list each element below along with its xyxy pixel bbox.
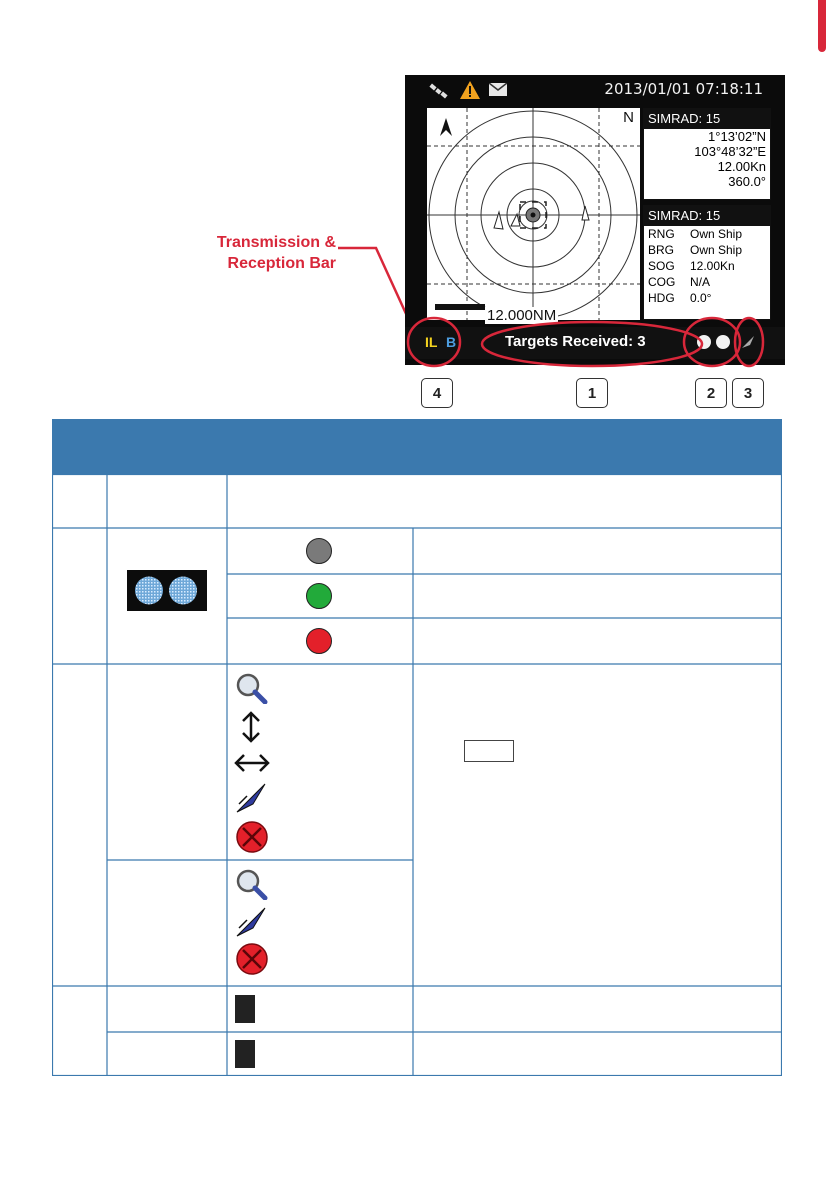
panel2-row-key: HDG	[648, 291, 675, 305]
highlight-1	[482, 322, 702, 366]
panel2-row-value: Own Ship	[690, 243, 743, 257]
panel2-row-key: SOG	[648, 259, 675, 273]
panel2-row	[644, 274, 770, 290]
stop-icon	[235, 820, 269, 854]
panel2-row-value: 12.00Kn	[690, 259, 735, 273]
warning-icon	[459, 80, 481, 100]
vessel-icon	[235, 906, 269, 938]
panel1-title: SIMRAD: 15	[644, 109, 770, 129]
panel1-lon: 103°48’32”E	[694, 144, 766, 159]
panel1-lat: 1°13’02”N	[708, 129, 766, 144]
callout-number-1: 1	[576, 378, 608, 408]
status-il: IL	[425, 334, 438, 350]
panel2-row-key: BRG	[648, 243, 675, 257]
gray-led-dot	[306, 538, 332, 564]
panel2-row-value: 0.0°	[690, 291, 712, 305]
panel2-title: SIMRAD: 15	[644, 206, 770, 226]
panel2-row	[644, 226, 770, 242]
panel2-row-value: N/A	[690, 275, 711, 289]
panel2-row	[644, 290, 770, 306]
table-header	[52, 419, 782, 474]
panel2-row-key: COG	[648, 275, 676, 289]
target-panel-1	[643, 108, 771, 200]
key-box	[464, 740, 514, 762]
status-table	[52, 474, 782, 1076]
callout-number-4: 4	[421, 378, 453, 408]
callout-label-line1: Transmission &	[216, 234, 336, 251]
black-indicator-block	[235, 1040, 255, 1068]
panel1-heading: 360.0°	[728, 174, 766, 189]
callout-highlights	[390, 310, 790, 380]
callout-label-line2: Reception Bar	[227, 255, 336, 272]
targets-received: Targets Received: 3	[505, 333, 646, 350]
led-indicator-image	[127, 570, 207, 611]
vertical-arrows-icon	[238, 710, 264, 744]
highlight-4	[408, 318, 460, 366]
radar-range-label: 12.000NM	[487, 307, 557, 324]
target-panel-2	[643, 205, 771, 320]
vessel-icon	[235, 782, 269, 814]
black-indicator-block	[235, 995, 255, 1023]
magnifier-icon	[235, 868, 269, 900]
status-b: B	[446, 334, 457, 350]
stop-icon	[235, 942, 269, 976]
panel2-row	[644, 242, 770, 258]
green-led-dot	[306, 583, 332, 609]
panel2-row	[644, 258, 770, 274]
satellite-icon	[427, 81, 449, 101]
callout-number-3: 3	[732, 378, 764, 408]
page-edge-marker	[818, 0, 826, 52]
radar-plot	[427, 108, 640, 324]
highlight-2	[684, 318, 740, 366]
screen-datetime: 2013/01/01 07:18:11	[604, 80, 763, 98]
horizontal-arrows-icon	[234, 750, 270, 776]
callout-label	[196, 232, 336, 274]
radar-north-label: N	[623, 109, 634, 126]
panel2-row-value: Own Ship	[690, 227, 743, 241]
magnifier-icon	[235, 672, 269, 704]
red-led-dot	[306, 628, 332, 654]
panel2-row-key: RNG	[648, 227, 675, 241]
callout-number-2: 2	[695, 378, 727, 408]
message-icon	[489, 83, 507, 96]
panel1-speed: 12.00Kn	[717, 159, 766, 174]
